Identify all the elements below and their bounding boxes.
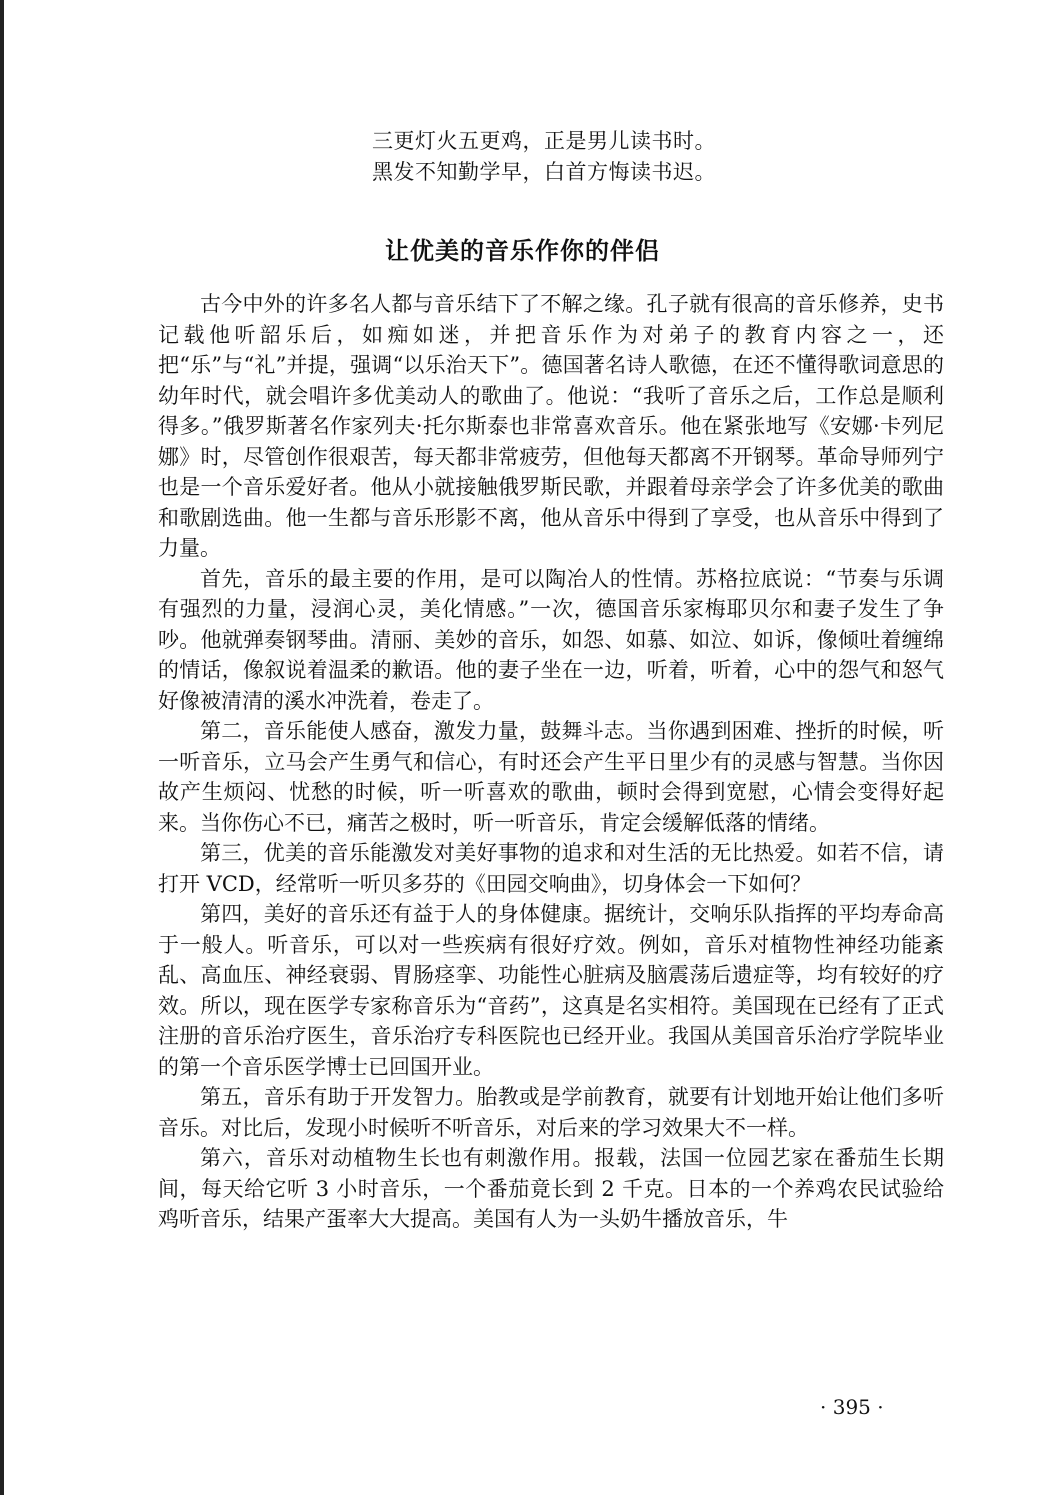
page-number: · 395 ·: [820, 1395, 884, 1419]
paragraph: 首先，音乐的最主要的作用，是可以陶冶人的性情。苏格拉底说：“节奏与乐调有强烈的力量，浸润心灵，美化情感。”一次，德国音乐家梅耶贝尔和妻子发生了争吵。他就弹奏钢琴曲。清丽、美妙的音乐，如怨、如慕、如泣、如诉，像倾吐着缠绵的情话，像叙说着温柔的歉语。他的妻子坐在一边，听着，听着，心中的怨气和怒气好像被清清的溪水冲洗着，卷走了。: [158, 566, 944, 713]
article-body: [158, 289, 944, 1235]
paragraph: 第五，音乐有助于开发智力。胎教或是学前教育，就要有计划地开始让他们多听音乐。对比后，发现小时候听不听音乐，对后来的学习效果大不一样。: [158, 1085, 944, 1140]
poem-block: [372, 126, 716, 188]
paragraph: 古今中外的许多名人都与音乐结下了不解之缘。孔子就有很高的音乐修养，史书记载他听韶乐后，如痴如迷，并把音乐作为对弟子的教育内容之一，还把“乐”与“礼”并提，强调“以乐治天下”。德国著名诗人歌德，在还不懂得歌词意思的幼年时代，就会唱许多优美动人的歌曲了。他说：“我听了音乐之后，工作总是顺利得多。”俄罗斯著名作家列夫·托尔斯泰也非常喜欢音乐。他在紧张地写《安娜·卡列尼娜》时，尽管创作很艰苦，每天都非常疲劳，但他每天都离不开钢琴。革命导师列宁也是一个音乐爱好者。他从小就接触俄罗斯民歌，并跟着母亲学会了许多优美的歌曲和歌剧选曲。他一生都与音乐形影不离，他从音乐中得到了享受，也从音乐中得到了力量。: [158, 292, 944, 560]
paragraph: 第四，美好的音乐还有益于人的身体健康。据统计，交响乐队指挥的平均寿命高于一般人。听音乐，可以对一些疾病有很好疗效。例如，音乐对植物性神经功能紊乱、高血压、神经衰弱、胃肠痉挛、功能性心脏病及脑震荡后遗症等，均有较好的疗效。所以，现在医学专家称音乐为“音药”，这真是名实相符。美国现在已经有了正式注册的音乐治疗医生，音乐治疗专科医院也已经开业。我国从美国音乐治疗学院毕业的第一个音乐医学博士已回国开业。: [158, 902, 944, 1079]
paragraph: 第六，音乐对动植物生长也有刺激作用。报载，法国一位园艺家在番茄生长期间，每天给它听 3 小时音乐，一个番茄竟长到 2 千克。日本的一个养鸡农民试验给鸡听音乐，结果产蛋率大大提高。美国有人为一头奶牛播放音乐，牛: [158, 1146, 944, 1231]
paragraph: 第二，音乐能使人感奋，激发力量，鼓舞斗志。当你遇到困难、挫折的时候，听一听音乐，立马会产生勇气和信心，有时还会产生平日里少有的灵感与智慧。当你因故产生烦闷、忧愁的时候，听一听喜欢的歌曲，顿时会得到宽慰，心情会变得好起来。当你伤心不已，痛苦之极时，听一听音乐，肯定会缓解低落的情绪。: [158, 719, 944, 835]
poem-line: 黑发不知勤学早，白首方悔读书迟。: [372, 160, 716, 184]
article-title: 让优美的音乐作你的伴侣: [385, 237, 660, 265]
poem-line: 三更灯火五更鸡，正是男儿读书时。: [372, 129, 716, 153]
page-edge-rule: [0, 0, 4, 1495]
paragraph: 第三，优美的音乐能激发对美好事物的追求和对生活的无比热爱。如若不信，请打开 VCD，经常听一听贝多芬的《田园交响曲》，切身体会一下如何？: [158, 841, 944, 896]
